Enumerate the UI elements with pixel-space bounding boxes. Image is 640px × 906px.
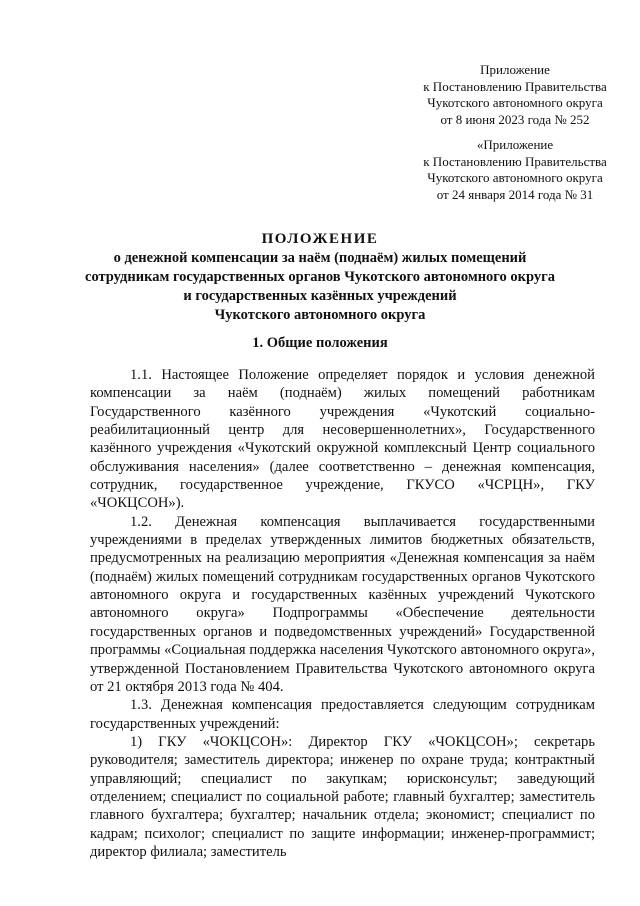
annex-line: к Постановлению Правительства xyxy=(423,153,607,169)
annex-line: Приложение xyxy=(480,62,550,77)
annex-line: Чукотского автономного округа xyxy=(427,170,603,185)
document-title-block xyxy=(60,230,580,325)
annex-line: от 8 июня 2023 года № 252 xyxy=(440,111,590,127)
annex-original-decree xyxy=(395,137,635,203)
annex-current-decree xyxy=(395,62,635,128)
annex-line: от 24 января 2014 года № 31 xyxy=(436,186,594,202)
paragraph-list-item-1: 1) ГКУ «ЧОКЦСОН»: Директор ГКУ «ЧОКЦСОН»; секретарь руководителя; заместитель директора; инженер по охране труда; контрактный управляющий; специалист по закупкам; юрисконсульт; заведующий отделением; специалист по социальной работе; главный бухгалтер; заместитель главного бухгалтера; бухгалтер; начальник отдела; экономист; специалист по кадрам; психолог; специалист по защите информации; инженер-программист; директор филиала; заместитель xyxy=(90,733,595,860)
document-subtitle-line: о денежной компенсации за наём (поднаём) жилых помещений xyxy=(113,250,527,266)
document-subtitle-line: Чукотского автономного округа xyxy=(214,307,426,323)
paragraph-1-3: 1.3. Денежная компенсация предоставляется следующим сотрудникам государственных учреждений: xyxy=(90,697,595,732)
section-heading: 1. Общие положения xyxy=(252,335,388,351)
document-subtitle-line: и государственных казённых учреждений xyxy=(183,288,457,304)
annex-line: «Приложение xyxy=(476,137,554,152)
paragraph-1-1: 1.1. Настоящее Положение определяет порядок и условия денежной компенсации за наём (поднаём) жилых помещений работникам Государственного казённого учреждения «Чукотский социально-реабилитационный центр для несовершеннолетних», Государственного казённого учреждения «Чукотский окружной комплексный Центр социального обслуживания населения» (далее соответственно – денежная компенсация, сотрудник, государственное учреждение, ГКУСО «ЧСРЦН», ГКУ «ЧОКЦСОН»). xyxy=(90,367,595,512)
section-body xyxy=(90,366,595,861)
annex-line: к Постановлению Правительства xyxy=(423,78,607,94)
document-title: ПОЛОЖЕНИЕ xyxy=(261,231,379,247)
annex-line: Чукотского автономного округа xyxy=(427,95,603,110)
paragraph-1-2: 1.2. Денежная компенсация выплачивается государственными учреждениями в пределах утвержденных лимитов бюджетных обязательств, предусмотренных на реализацию мероприятия «Денежная компенсация за наём (поднаём) жилых помещений сотрудникам государственных органов Чукотского автономного округа и государственных казённых учреждений Чукотского автономного округа» Подпрограммы «Обеспечение деятельности государственных органов и подведомственных учреждений» Государственной программы «Социальная поддержка населения Чукотского автономного округа», утвержденной Постановлением Правительства Чукотского автономного округа от 21 октября 2013 года № 404. xyxy=(90,513,595,695)
document-subtitle-line: сотрудникам государственных органов Чукотского автономного округа xyxy=(85,269,555,285)
